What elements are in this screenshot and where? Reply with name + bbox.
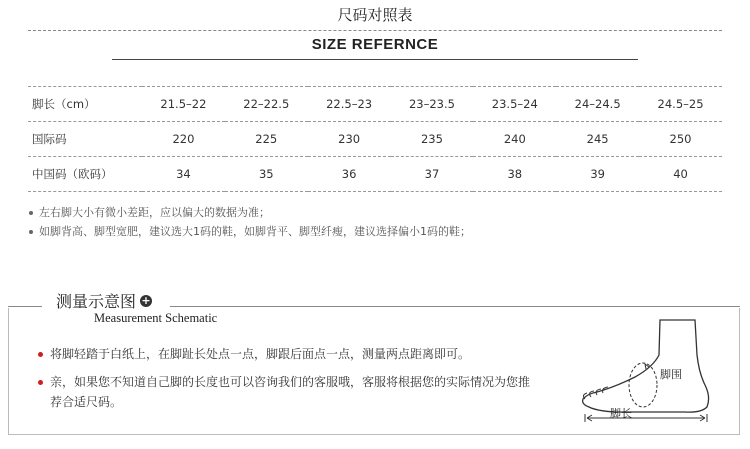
bullet-icon [29, 211, 33, 215]
table-row [28, 87, 722, 122]
table-cell: 40 [639, 157, 722, 192]
measure-title-text: 测量示意图 [56, 292, 137, 311]
table-cell: 37 [391, 157, 474, 192]
table-cell: 21.5–22 [142, 87, 225, 122]
row-label-cn-size: 中国码（欧码） [28, 157, 142, 192]
row-label-foot-length: 脚长（cm） [28, 87, 142, 122]
note-text: 如脚背高、脚型宽肥，建议选大1码的鞋，如脚背平、脚型纤瘦，建议选择偏小1码的鞋； [39, 225, 471, 238]
tip-item [38, 344, 536, 364]
table-cell: 34 [142, 157, 225, 192]
table-cell: 24–24.5 [556, 87, 639, 122]
table-cell: 220 [142, 122, 225, 157]
length-label: 脚长 [610, 407, 632, 420]
bullet-icon [29, 230, 33, 234]
girth-label: 脚围 [660, 368, 682, 381]
tip-text: 将脚轻踏于白纸上，在脚趾长处点一点，脚跟后面点一点，测量两点距离即可。 [50, 347, 471, 361]
page-title-cn: 尺码对照表 [337, 6, 413, 24]
note-item [28, 222, 471, 241]
title-divider [28, 30, 722, 31]
size-table [28, 86, 722, 192]
table-cell: 38 [473, 157, 556, 192]
page-title-en: SIZE REFERNCE [311, 36, 439, 53]
foot-diagram-icon [575, 315, 725, 425]
note-item [28, 203, 471, 222]
section-divider-right [170, 306, 740, 307]
tip-item [38, 372, 536, 412]
red-bullet-icon [38, 380, 43, 385]
plus-circle-icon: + [141, 293, 151, 307]
title-underline [112, 59, 638, 60]
table-cell: 24.5–25 [639, 87, 722, 122]
table-cell: 35 [225, 157, 308, 192]
table-cell: 39 [556, 157, 639, 192]
table-cell: 250 [639, 122, 722, 157]
table-cell: 23–23.5 [391, 87, 474, 122]
table-cell: 230 [308, 122, 391, 157]
table-cell: 225 [225, 122, 308, 157]
tip-text: 亲，如果您不知道自己脚的长度也可以咨询我们的客服哦，客服将根据您的实际情况为您推荐合适尺码。 [50, 375, 531, 409]
table-row [28, 122, 722, 157]
table-cell: 235 [391, 122, 474, 157]
toes-outline [583, 387, 608, 399]
table-cell: 22–22.5 [225, 87, 308, 122]
table-cell: 23.5–24 [473, 87, 556, 122]
size-notes [28, 203, 471, 241]
row-label-intl-size: 国际码 [28, 122, 142, 157]
red-bullet-icon [38, 352, 43, 357]
table-cell: 36 [308, 157, 391, 192]
girth-marker [629, 363, 657, 407]
measure-subtitle: Measurement Schematic [94, 311, 218, 325]
note-text: 左右脚大小有微小差距，应以偏大的数据为准； [39, 206, 270, 219]
measure-tips [38, 344, 536, 412]
table-cell: 245 [556, 122, 639, 157]
section-divider-left [8, 306, 42, 307]
table-cell: 240 [473, 122, 556, 157]
table-cell: 22.5–23 [308, 87, 391, 122]
table-row [28, 157, 722, 192]
